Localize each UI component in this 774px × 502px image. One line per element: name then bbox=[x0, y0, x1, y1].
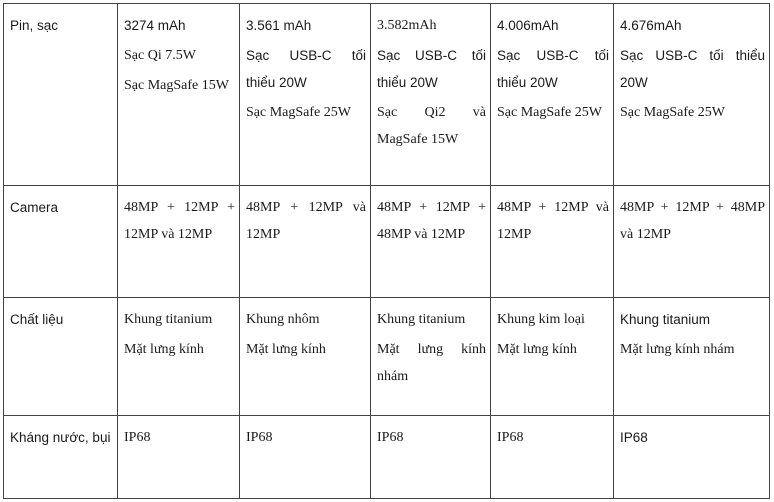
table-row-battery-charging bbox=[4, 4, 770, 186]
table-cell bbox=[614, 4, 770, 186]
cell-line: IP68 bbox=[246, 430, 273, 445]
table-cell bbox=[491, 186, 614, 298]
table-cell bbox=[491, 416, 614, 499]
cell-line: 48MP + 12MP và 12MP bbox=[497, 200, 609, 242]
cell-line: Mặt lưng kính bbox=[246, 342, 326, 357]
cell-line: Khung nhôm bbox=[246, 312, 320, 327]
cell-line: Khung kim loại bbox=[497, 312, 585, 327]
table-cell bbox=[240, 4, 371, 186]
table-cell bbox=[240, 416, 371, 499]
table-cell bbox=[491, 4, 614, 186]
cell-line: 4.676mAh bbox=[620, 18, 682, 33]
row-label: Camera bbox=[4, 186, 118, 298]
cell-line: 4.006mAh bbox=[497, 18, 559, 33]
cell-line: Sạc MagSafe 15W bbox=[124, 78, 229, 93]
table-cell bbox=[371, 298, 491, 416]
cell-line: 48MP + 12MP + 48MP và 12MP bbox=[620, 200, 765, 242]
table-cell bbox=[118, 298, 240, 416]
cell-line: 3.582mAh bbox=[377, 18, 437, 33]
table-row-camera bbox=[4, 186, 770, 298]
cell-line: Sạc USB-C tối thiểu 20W bbox=[620, 48, 765, 90]
cell-line: Sạc MagSafe 25W bbox=[497, 105, 602, 120]
table-cell bbox=[118, 186, 240, 298]
cell-line: Mặt lưng kính nhám bbox=[620, 342, 735, 357]
table-cell bbox=[614, 416, 770, 499]
table-cell bbox=[491, 298, 614, 416]
cell-line: 48MP + 12MP + 48MP và 12MP bbox=[377, 200, 486, 242]
table-cell bbox=[240, 186, 371, 298]
cell-line: Sạc MagSafe 25W bbox=[620, 105, 725, 120]
cell-line: 48MP + 12MP + 12MP và 12MP bbox=[124, 200, 235, 242]
table-row-material bbox=[4, 298, 770, 416]
cell-line: Mặt lưng kính bbox=[497, 342, 577, 357]
cell-line: Sạc USB-C tối thiểu 20W bbox=[246, 48, 366, 90]
cell-line: Khung titanium bbox=[377, 312, 466, 327]
cell-line: Mặt lưng kính bbox=[124, 342, 204, 357]
cell-line: 3274 mAh bbox=[124, 18, 186, 33]
cell-line: IP68 bbox=[620, 430, 648, 445]
row-label: Chất liệu bbox=[4, 298, 118, 416]
table-cell bbox=[371, 186, 491, 298]
table-cell bbox=[371, 416, 491, 499]
cell-line: Sạc Qi 7.5W bbox=[124, 48, 196, 63]
table-cell bbox=[118, 416, 240, 499]
cell-line: Sạc MagSafe 25W bbox=[246, 105, 351, 120]
cell-line: IP68 bbox=[124, 430, 151, 445]
cell-line: Khung titanium bbox=[124, 312, 213, 327]
cell-line: 48MP + 12MP và 12MP bbox=[246, 200, 366, 242]
row-label: Pin, sạc bbox=[4, 4, 118, 186]
table-row-water-dust-resistance bbox=[4, 416, 770, 499]
cell-line: Sạc USB-C tối thiểu 20W bbox=[377, 48, 486, 90]
cell-line: Sạc USB-C tối thiểu 20W bbox=[497, 48, 609, 90]
cell-line: Sạc Qi2 và MagSafe 15W bbox=[377, 105, 486, 147]
table-cell bbox=[614, 298, 770, 416]
table-cell bbox=[614, 186, 770, 298]
spec-comparison-table bbox=[3, 3, 770, 499]
row-label: Kháng nước, bụi bbox=[4, 416, 118, 499]
cell-line: IP68 bbox=[497, 430, 524, 445]
table-cell bbox=[240, 298, 371, 416]
cell-line: IP68 bbox=[377, 430, 404, 445]
cell-line: Khung titanium bbox=[620, 312, 711, 327]
table-cell bbox=[371, 4, 491, 186]
table-cell bbox=[118, 4, 240, 186]
cell-line: Mặt lưng kính nhám bbox=[377, 342, 486, 384]
cell-line: 3.561 mAh bbox=[246, 18, 312, 33]
